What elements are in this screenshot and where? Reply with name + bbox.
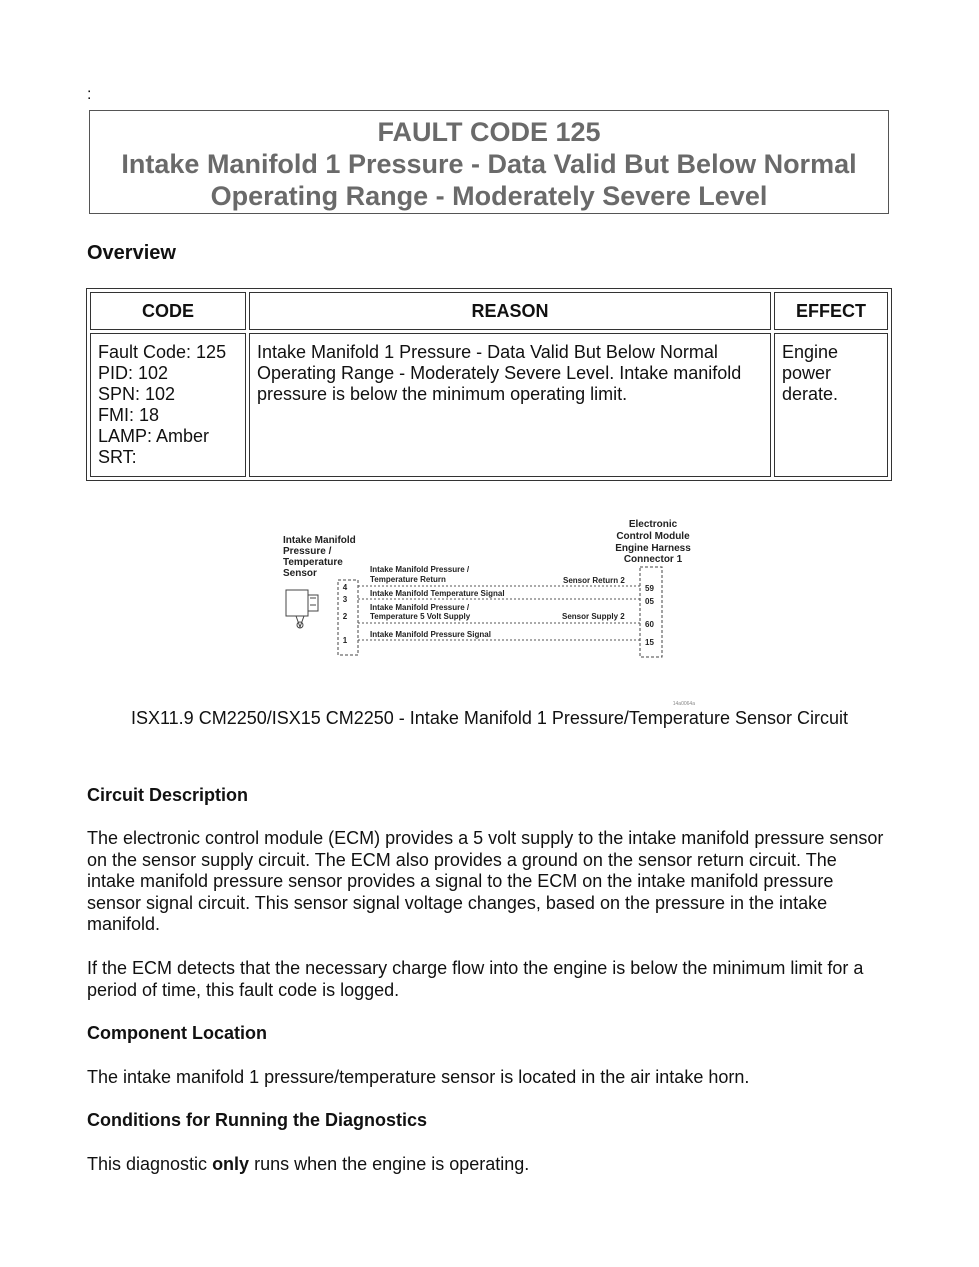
component-location-heading: Component Location xyxy=(87,1023,267,1043)
ecm-pin-number: 59 xyxy=(645,584,654,593)
wire-4 xyxy=(343,630,655,647)
overview-table xyxy=(86,288,892,481)
column-header-effect: EFFECT xyxy=(774,292,888,330)
wire-label: Temperature Return xyxy=(370,575,446,584)
pin-number: 2 xyxy=(342,612,348,621)
pid-line: PID: 102 xyxy=(98,363,169,383)
image-id: 14a0064a xyxy=(672,701,695,707)
leading-colon: : xyxy=(87,86,92,103)
sensor-body-icon xyxy=(286,590,318,628)
pin-number: 1 xyxy=(342,636,348,645)
sensor-label-line: Temperature xyxy=(283,557,343,568)
conditions-paragraph xyxy=(87,1154,887,1176)
ecm-pin-number: 05 xyxy=(645,597,654,606)
column-header-reason: REASON xyxy=(249,292,771,330)
conditions-text: This diagnostic xyxy=(87,1154,213,1174)
column-header-code: CODE xyxy=(90,292,246,330)
sensor-connector xyxy=(338,580,358,655)
effect-line: derate. xyxy=(782,384,839,404)
sensor-label-line: Intake Manifold xyxy=(283,535,356,546)
conditions-text: runs when the engine is operating. xyxy=(249,1154,530,1174)
ecm-label xyxy=(615,519,691,565)
sensor-label-line: Sensor xyxy=(283,568,317,579)
fault-title-box xyxy=(89,110,889,214)
fault-code-line: Fault Code: 125 xyxy=(98,342,227,362)
ecm-label-line: Electronic xyxy=(628,519,678,530)
wire-label: Temperature 5 Volt Supply xyxy=(370,612,471,621)
wire-right-label: Sensor Supply 2 xyxy=(562,612,625,621)
ecm-pin-number: 60 xyxy=(645,620,654,629)
fmi-line: FMI: 18 xyxy=(98,405,160,425)
ecm-label-line: Engine Harness xyxy=(615,543,691,554)
srt-line: SRT: xyxy=(98,447,137,467)
pin-number: 3 xyxy=(342,595,348,604)
circuit-description-heading: Circuit Description xyxy=(87,785,249,805)
diagram-caption: ISX11.9 CM2250/ISX15 CM2250 - Intake Manifold 1 Pressure/Temperature Sensor Circuit xyxy=(130,708,848,728)
overview-heading: Overview xyxy=(87,242,176,264)
circuit-description-paragraph-2: If the ECM detects that the necessary charge flow into the engine is below the minimum limit for a period of time, this fault code is logged. xyxy=(87,958,864,1000)
fault-code-title: FAULT CODE 125 xyxy=(377,117,601,147)
fault-title-line-3: Operating Range - Moderately Severe Level xyxy=(210,181,768,211)
ecm-pin-number: 15 xyxy=(645,638,654,647)
wire-label: Intake Manifold Temperature Signal xyxy=(370,589,505,598)
pin-number: 4 xyxy=(342,583,348,592)
ecm-label-line: Control Module xyxy=(616,531,690,542)
ecm-label-line: Connector 1 xyxy=(623,554,683,565)
circuit-diagram xyxy=(280,515,700,710)
conditions-heading: Conditions for Running the Diagnostics xyxy=(87,1110,427,1130)
spn-line: SPN: 102 xyxy=(98,384,176,404)
circuit-description-paragraph: The electronic control module (ECM) provides a 5 volt supply to the intake manifold pressure sensor on the sensor supply circuit. The ECM also provides a ground on the sensor return circuit. The intake manifold pressure sensor provides a signal to the ECM on the intake manifold pressure sensor signal circuit. This sensor signal voltage changes, based on the pressure in the intake manifold. xyxy=(87,828,884,934)
effect-cell xyxy=(774,333,888,477)
lamp-line: LAMP: Amber xyxy=(98,426,210,446)
wire-label: Intake Manifold Pressure Signal xyxy=(370,630,491,639)
effect-line: Engine xyxy=(782,342,839,362)
conditions-emphasis: only xyxy=(212,1154,250,1174)
wire-3 xyxy=(343,603,655,629)
table-row xyxy=(90,333,888,477)
component-location-paragraph: The intake manifold 1 pressure/temperature sensor is located in the air intake horn. xyxy=(87,1067,750,1087)
wire-label: Intake Manifold Pressure / xyxy=(370,603,470,612)
code-cell xyxy=(90,333,246,477)
sensor-label xyxy=(283,535,356,579)
sensor-label-line: Pressure / xyxy=(283,546,332,557)
fault-title-line-2: Intake Manifold 1 Pressure - Data Valid But Below Normal xyxy=(121,149,857,179)
wire-label: Intake Manifold Pressure / xyxy=(370,565,470,574)
wire-right-label: Sensor Return 2 xyxy=(563,576,625,585)
table-header-row xyxy=(90,292,888,330)
reason-cell: Intake Manifold 1 Pressure - Data Valid But Below Normal Operating Range - Moderately Severe Level. Intake manifold pressure is below the minimum operating limit. xyxy=(249,333,771,477)
effect-line: power xyxy=(782,363,832,383)
